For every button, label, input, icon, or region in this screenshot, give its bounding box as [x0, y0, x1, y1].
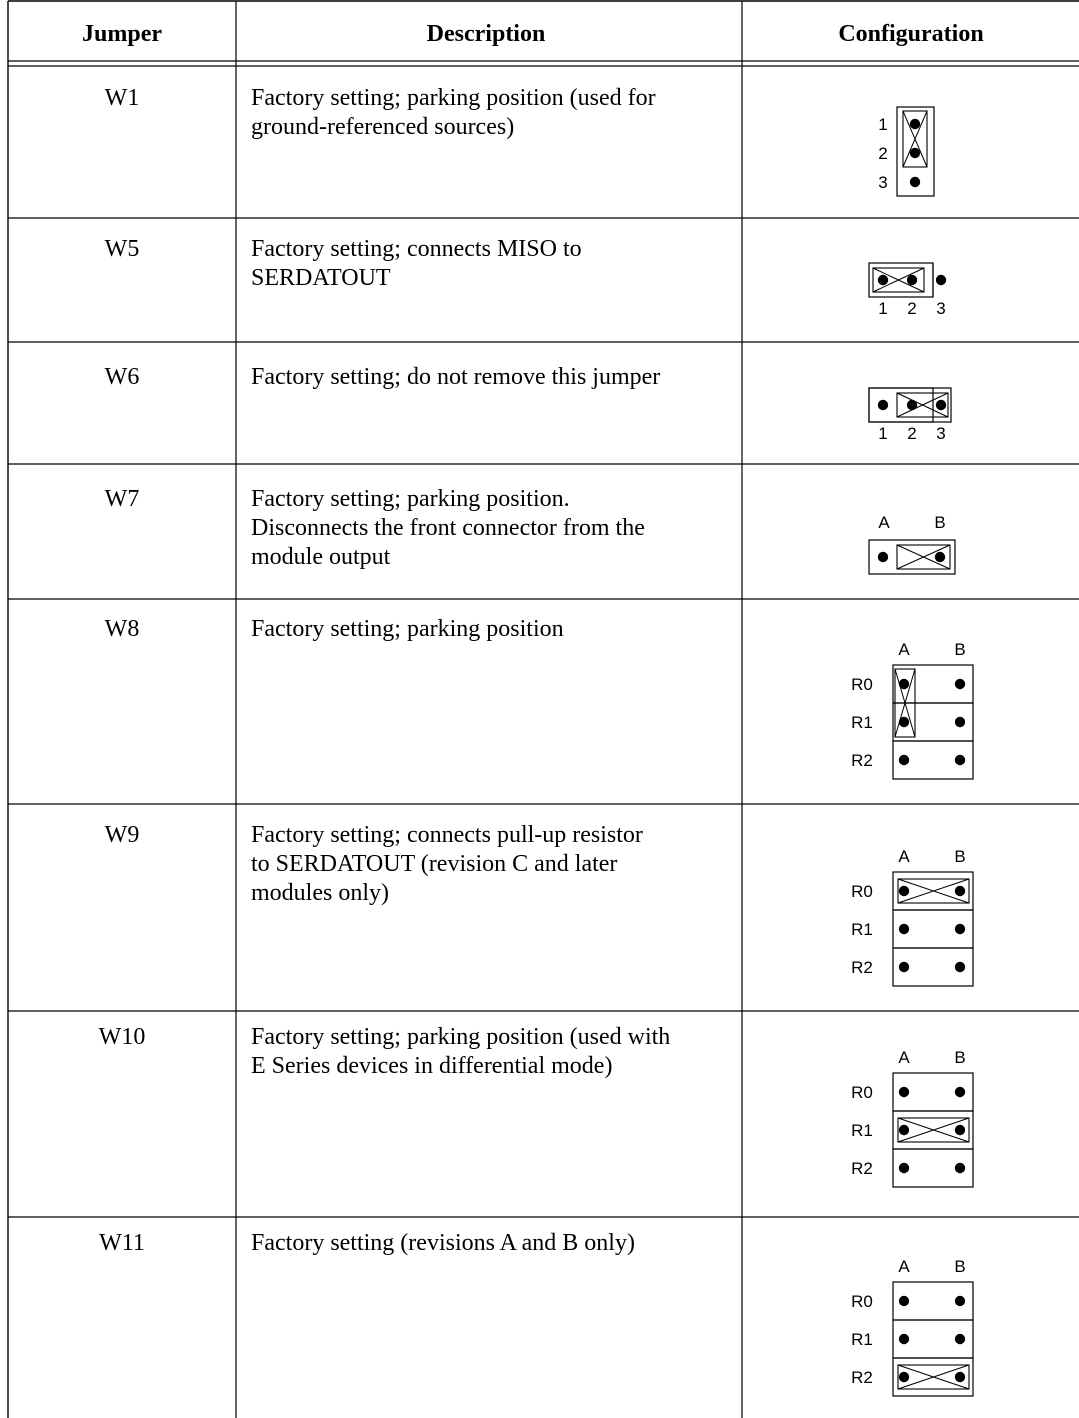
pin-dot: [955, 1334, 965, 1344]
pin-label: 3: [878, 173, 888, 192]
pin-label: R0: [851, 1292, 873, 1311]
pin-dot: [936, 275, 946, 285]
description-line: Factory setting; connects pull-up resistor: [251, 822, 643, 848]
jumper-diagram: [878, 107, 934, 196]
pin-dot: [899, 1296, 909, 1306]
pin-dot: [955, 886, 965, 896]
description-line: Factory setting; connects MISO to: [251, 236, 582, 262]
jumper-id: W10: [98, 1024, 146, 1050]
pin-dot: [955, 1125, 965, 1135]
header-description: Description: [426, 21, 546, 47]
description-line: to SERDATOUT (revision C and later: [251, 851, 618, 877]
pin-dot: [907, 275, 917, 285]
description-line: SERDATOUT: [251, 265, 391, 291]
pin-dot: [955, 962, 965, 972]
pin-dot: [935, 552, 945, 562]
pin-label: 2: [907, 424, 917, 443]
pin-dot: [878, 400, 888, 410]
pin-dot: [899, 755, 909, 765]
pin-label: R1: [851, 920, 873, 939]
pin-dot: [878, 275, 888, 285]
pin-label: 1: [878, 299, 888, 318]
jumper-diagram: [851, 640, 973, 779]
pin-label: R0: [851, 1083, 873, 1102]
jumper-id: W7: [104, 486, 140, 512]
pin-label: B: [954, 640, 966, 659]
description-line: ground-referenced sources): [251, 114, 515, 140]
pin-dot: [910, 119, 920, 129]
description-line: Factory setting; do not remove this jumper: [251, 364, 661, 390]
pin-label: R0: [851, 675, 873, 694]
pin-dot: [955, 755, 965, 765]
pin-label: R1: [851, 713, 873, 732]
pin-dot: [899, 924, 909, 934]
pin-label: A: [898, 847, 910, 866]
jumper-diagram: [851, 847, 973, 986]
description-line: Factory setting; parking position: [251, 616, 564, 642]
pin-label: R1: [851, 1121, 873, 1140]
description-line: module output: [251, 544, 391, 570]
pin-dot: [899, 1163, 909, 1173]
table-row: [105, 364, 951, 443]
table-row: [105, 85, 934, 196]
pin-label: R2: [851, 751, 873, 770]
pin-label: B: [954, 1257, 966, 1276]
pin-dot: [899, 962, 909, 972]
pin-dot: [955, 1087, 965, 1097]
pin-dot: [899, 1125, 909, 1135]
jumper-id: W1: [104, 85, 140, 111]
pin-dot: [910, 177, 920, 187]
table-grid-lines: [8, 1, 1079, 1418]
header-configuration: Configuration: [838, 21, 984, 47]
pin-dot: [878, 552, 888, 562]
pin-dot: [955, 924, 965, 934]
pin-label: R1: [851, 1330, 873, 1349]
pin-dot: [899, 1372, 909, 1382]
table-row: [99, 1230, 973, 1396]
jumper-diagram: [869, 513, 955, 574]
pin-label: B: [954, 1048, 966, 1067]
pin-label: A: [898, 640, 910, 659]
description-line: modules only): [251, 880, 389, 906]
pin-label: R2: [851, 1159, 873, 1178]
description-line: Disconnects the front connector from the: [251, 515, 645, 541]
pin-label: R2: [851, 958, 873, 977]
jumper-id: W8: [104, 616, 140, 642]
jumper-id: W11: [99, 1230, 145, 1256]
pin-label: B: [934, 513, 946, 532]
pin-dot: [910, 148, 920, 158]
table-row: [105, 486, 955, 574]
pin-dot: [955, 1163, 965, 1173]
pin-label: 3: [936, 424, 946, 443]
jumper-diagram: [851, 1257, 973, 1396]
pin-label: A: [898, 1048, 910, 1067]
jumper-diagram: [851, 1048, 973, 1187]
pin-label: B: [954, 847, 966, 866]
pin-dot: [899, 886, 909, 896]
jumper-id: W5: [104, 236, 140, 262]
pin-label: 2: [907, 299, 917, 318]
pin-dot: [955, 1372, 965, 1382]
description-line: Factory setting; parking position (used for: [251, 85, 656, 111]
description-line: Factory setting; parking position (used with: [251, 1024, 671, 1050]
pin-label: R0: [851, 882, 873, 901]
pin-label: A: [898, 1257, 910, 1276]
table-row: [105, 616, 973, 779]
pin-dot: [955, 679, 965, 689]
pin-label: 2: [878, 144, 888, 163]
table-row: [99, 1024, 973, 1187]
jumper-id: W6: [104, 364, 140, 390]
pin-label: A: [878, 513, 890, 532]
pin-dot: [899, 1087, 909, 1097]
pin-dot: [899, 1334, 909, 1344]
pin-label: 1: [878, 115, 888, 134]
pin-label: 3: [936, 299, 946, 318]
pin-dot: [907, 400, 917, 410]
description-line: Factory setting; parking position.: [251, 486, 570, 512]
description-line: E Series devices in differential mode): [251, 1053, 613, 1079]
jumper-diagram: [869, 263, 946, 318]
jumper-diagram: [869, 388, 951, 443]
pin-dot: [936, 400, 946, 410]
table-row: [105, 822, 973, 986]
pin-dot: [955, 717, 965, 727]
table-row: [105, 236, 947, 318]
pin-label: 1: [878, 424, 888, 443]
header-jumper: Jumper: [82, 21, 162, 47]
pin-label: R2: [851, 1368, 873, 1387]
table-header: [82, 21, 984, 47]
jumper-id: W9: [104, 822, 140, 848]
pin-dot: [955, 1296, 965, 1306]
table-body: [99, 85, 973, 1396]
description-line: Factory setting (revisions A and B only): [251, 1230, 635, 1256]
